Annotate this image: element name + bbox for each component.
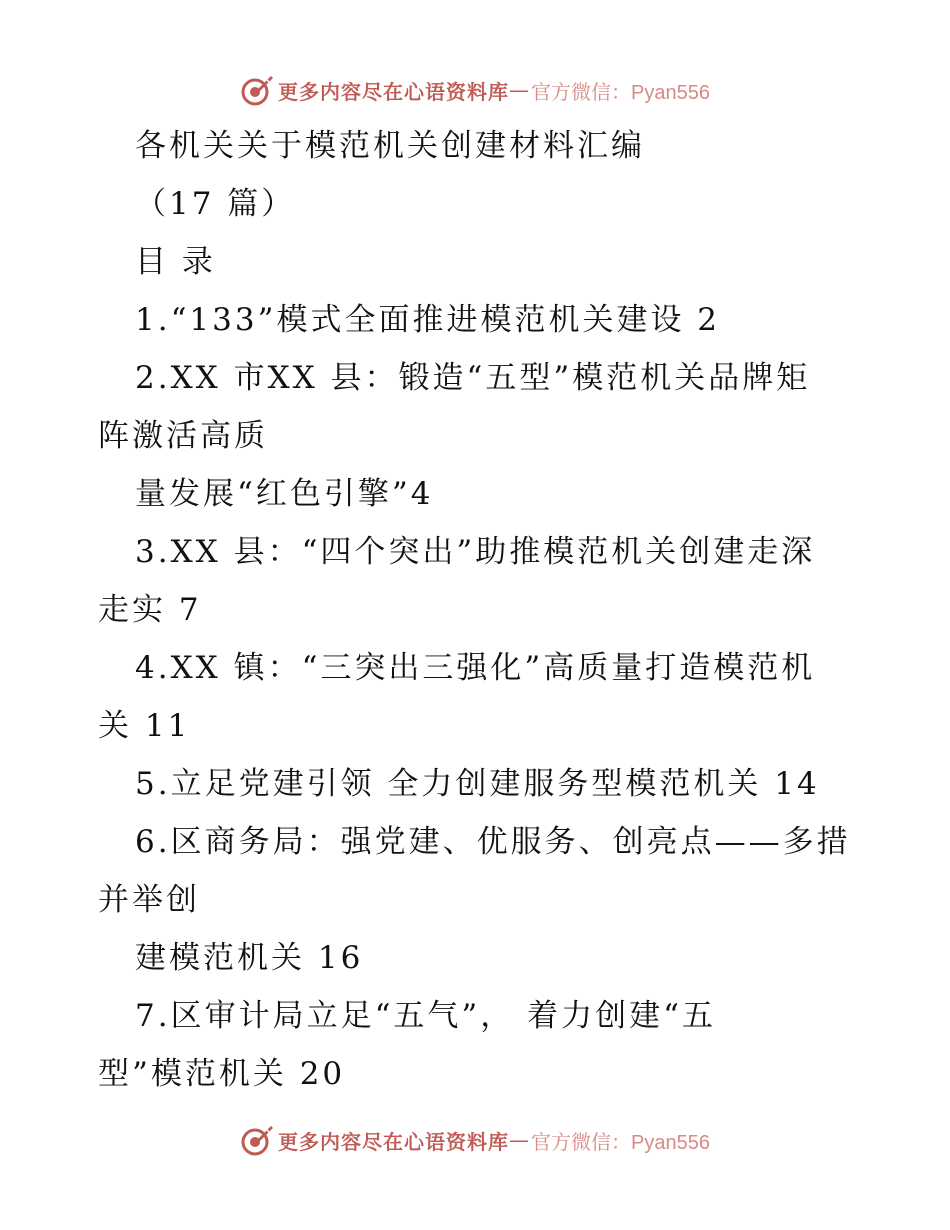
watermark-text: 更多内容尽在心语资料库 [278, 79, 510, 104]
toc-entry-6-continued: 并举创 [98, 882, 200, 918]
toc-entry-4-continued: 关 11 [98, 708, 191, 744]
toc-entry-7-continued: 型”模范机关 20 [98, 1056, 346, 1092]
pen-logo-icon [240, 1123, 274, 1157]
toc-entry-6: 6.区商务局：强党建、优服务、创亮点——多措 [135, 824, 851, 860]
watermark-separator: — [509, 1128, 530, 1152]
toc-entry-2-continued: 量发展“红色引擎”4 [135, 476, 434, 512]
toc-entry-2: 2.XX 市XX 县：锻造“五型”模范机关品牌矩 [135, 360, 811, 396]
document-title: 各机关关于模范机关创建材料汇编 [135, 128, 645, 164]
watermark-footer [0, 1120, 950, 1160]
toc-entry-1: 1.“133”模式全面推进模范机关建设 2 [135, 302, 721, 338]
watermark-header [0, 70, 950, 110]
toc-heading: 目 录 [135, 244, 216, 280]
watermark-wechat: 官方微信：Pyan556 [531, 1131, 710, 1154]
toc-entry-2-continued: 阵激活高质 [98, 418, 268, 454]
document-subtitle: （17 篇） [135, 186, 296, 222]
toc-entry-5: 5.立足党建引领 全力创建服务型模范机关 14 [135, 766, 820, 802]
watermark-separator: — [509, 78, 530, 102]
pen-logo-icon [240, 73, 274, 107]
document-body [98, 117, 858, 1103]
toc-entry-3: 3.XX 县：“四个突出”助推模范机关创建走深 [135, 534, 816, 570]
toc-entry-6-continued: 建模范机关 16 [135, 940, 364, 976]
toc-entry-3-continued: 走实 7 [98, 592, 202, 628]
watermark-text: 更多内容尽在心语资料库 [278, 1129, 510, 1154]
watermark-wechat: 官方微信：Pyan556 [531, 81, 710, 104]
toc-entry-7: 7.区审计局立足“五气”， 着力创建“五 [135, 998, 716, 1034]
toc-entry-4: 4.XX 镇：“三突出三强化”高质量打造模范机 [135, 650, 816, 686]
